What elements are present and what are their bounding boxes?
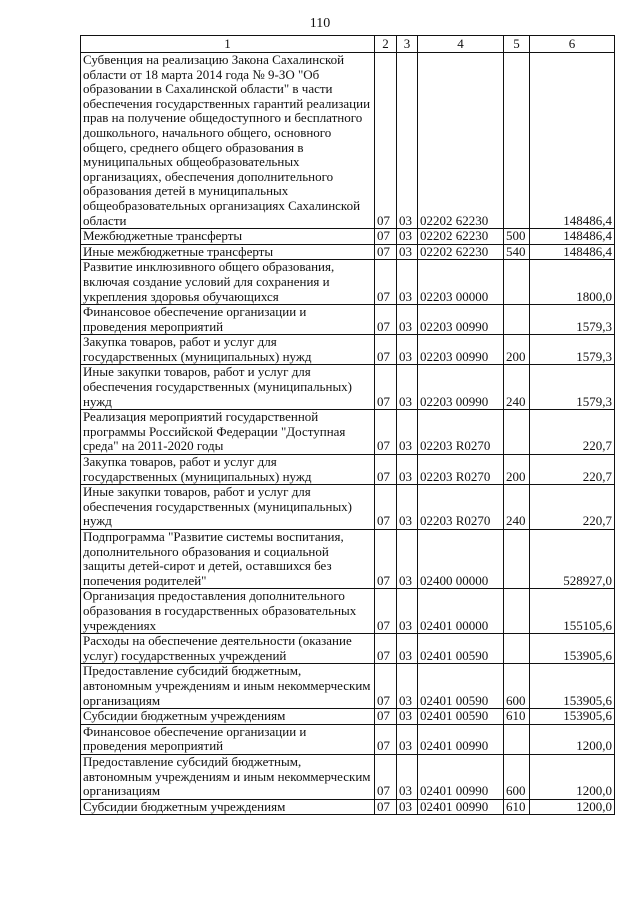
row-subsection-cell: 03 xyxy=(397,754,418,799)
row-section-cell: 07 xyxy=(375,724,397,754)
row-amount-cell: 528927,0 xyxy=(530,530,615,589)
row-amount-cell: 1800,0 xyxy=(530,260,615,305)
table-row xyxy=(81,485,615,530)
row-section-cell: 07 xyxy=(375,260,397,305)
row-section-cell: 07 xyxy=(375,365,397,410)
row-section-cell: 07 xyxy=(375,485,397,530)
column-header: 1 xyxy=(81,36,375,53)
table-row xyxy=(81,410,615,455)
row-name-cell: Межбюджетные трансферты xyxy=(81,229,375,245)
row-subsection-cell: 03 xyxy=(397,229,418,245)
row-subsection-cell: 03 xyxy=(397,724,418,754)
row-section-cell: 07 xyxy=(375,634,397,664)
row-name-cell: Реализация мероприятий государственной программы Российской Федерации "Доступная среда" на 2011-2020 годы xyxy=(81,410,375,455)
row-name-cell: Субвенция на реализацию Закона Сахалинской области от 18 марта 2014 года № 9-ЗО "Об образовании в Сахалинской области" в части обеспечения государственных гарантий реализации прав на получение общедоступного и бесплатного дошкольного, начального общего, основного общего, среднего общего образования в муниципальных общеобразовательных организациях, обеспечения дополнительного образования детей в муниципальных общеобразовательных организациях Сахалинской области xyxy=(81,53,375,229)
row-amount-cell: 1579,3 xyxy=(530,365,615,410)
column-header: 4 xyxy=(418,36,504,53)
row-amount-cell: 1200,0 xyxy=(530,724,615,754)
row-section-cell: 07 xyxy=(375,335,397,365)
row-target-code-cell: 02203 00990 xyxy=(418,305,504,335)
row-name-cell: Закупка товаров, работ и услуг для государственных (муниципальных) нужд xyxy=(81,455,375,485)
row-target-code-cell: 02202 62230 xyxy=(418,244,504,260)
row-expense-type-cell: 600 xyxy=(504,664,530,709)
row-amount-cell: 1579,3 xyxy=(530,305,615,335)
row-amount-cell: 220,7 xyxy=(530,455,615,485)
row-target-code-cell: 02203 00990 xyxy=(418,335,504,365)
table-row xyxy=(81,229,615,245)
row-expense-type-cell xyxy=(504,724,530,754)
row-subsection-cell: 03 xyxy=(397,244,418,260)
row-section-cell: 07 xyxy=(375,244,397,260)
row-name-cell: Закупка товаров, работ и услуг для государственных (муниципальных) нужд xyxy=(81,335,375,365)
row-target-code-cell: 02401 00590 xyxy=(418,709,504,725)
row-amount-cell: 220,7 xyxy=(530,485,615,530)
row-subsection-cell: 03 xyxy=(397,530,418,589)
row-amount-cell: 153905,6 xyxy=(530,709,615,725)
table-row xyxy=(81,709,615,725)
row-expense-type-cell: 610 xyxy=(504,709,530,725)
row-target-code-cell: 02203 R0270 xyxy=(418,485,504,530)
table-row xyxy=(81,634,615,664)
table-row xyxy=(81,305,615,335)
row-subsection-cell: 03 xyxy=(397,634,418,664)
table-row xyxy=(81,260,615,305)
table-row xyxy=(81,455,615,485)
column-header: 6 xyxy=(530,36,615,53)
row-target-code-cell: 02401 00990 xyxy=(418,724,504,754)
row-section-cell: 07 xyxy=(375,229,397,245)
row-name-cell: Финансовое обеспечение организации и проведения мероприятий xyxy=(81,724,375,754)
budget-table xyxy=(80,35,615,815)
row-target-code-cell: 02203 R0270 xyxy=(418,455,504,485)
table-row xyxy=(81,53,615,229)
row-section-cell: 07 xyxy=(375,455,397,485)
row-subsection-cell: 03 xyxy=(397,260,418,305)
row-expense-type-cell xyxy=(504,305,530,335)
row-amount-cell: 1200,0 xyxy=(530,799,615,815)
row-name-cell: Расходы на обеспечение деятельности (оказание услуг) государственных учреждений xyxy=(81,634,375,664)
row-subsection-cell: 03 xyxy=(397,305,418,335)
row-subsection-cell: 03 xyxy=(397,53,418,229)
row-expense-type-cell: 500 xyxy=(504,229,530,245)
row-name-cell: Развитие инклюзивного общего образования, включая создание условий для сохранения и укрепления здоровья обучающихся xyxy=(81,260,375,305)
table-row xyxy=(81,799,615,815)
row-expense-type-cell: 200 xyxy=(504,335,530,365)
row-section-cell: 07 xyxy=(375,799,397,815)
table-row xyxy=(81,724,615,754)
row-expense-type-cell: 200 xyxy=(504,455,530,485)
row-expense-type-cell xyxy=(504,410,530,455)
row-amount-cell: 148486,4 xyxy=(530,244,615,260)
row-amount-cell: 148486,4 xyxy=(530,229,615,245)
row-subsection-cell: 03 xyxy=(397,410,418,455)
row-section-cell: 07 xyxy=(375,709,397,725)
row-name-cell: Финансовое обеспечение организации и проведения мероприятий xyxy=(81,305,375,335)
row-amount-cell: 155105,6 xyxy=(530,589,615,634)
row-expense-type-cell xyxy=(504,589,530,634)
row-section-cell: 07 xyxy=(375,305,397,335)
table-row xyxy=(81,244,615,260)
row-amount-cell: 220,7 xyxy=(530,410,615,455)
row-amount-cell: 1579,3 xyxy=(530,335,615,365)
row-subsection-cell: 03 xyxy=(397,709,418,725)
row-expense-type-cell: 540 xyxy=(504,244,530,260)
row-target-code-cell: 02203 00000 xyxy=(418,260,504,305)
row-expense-type-cell: 240 xyxy=(504,485,530,530)
row-section-cell: 07 xyxy=(375,53,397,229)
row-name-cell: Субсидии бюджетным учреждениям xyxy=(81,799,375,815)
row-target-code-cell: 02202 62230 xyxy=(418,53,504,229)
table-row xyxy=(81,335,615,365)
row-target-code-cell: 02400 00000 xyxy=(418,530,504,589)
row-target-code-cell: 02401 00990 xyxy=(418,754,504,799)
row-amount-cell: 1200,0 xyxy=(530,754,615,799)
row-amount-cell: 153905,6 xyxy=(530,664,615,709)
row-target-code-cell: 02202 62230 xyxy=(418,229,504,245)
row-target-code-cell: 02401 00000 xyxy=(418,589,504,634)
column-header: 2 xyxy=(375,36,397,53)
row-subsection-cell: 03 xyxy=(397,485,418,530)
row-subsection-cell: 03 xyxy=(397,799,418,815)
row-name-cell: Предоставление субсидий бюджетным, автономным учреждениям и иным некоммерческим организациям xyxy=(81,664,375,709)
row-target-code-cell: 02401 00990 xyxy=(418,799,504,815)
row-section-cell: 07 xyxy=(375,530,397,589)
row-target-code-cell: 02203 00990 xyxy=(418,365,504,410)
row-expense-type-cell xyxy=(504,530,530,589)
row-expense-type-cell xyxy=(504,634,530,664)
row-name-cell: Подпрограмма "Развитие системы воспитания, дополнительного образования и социальной защиты детей-сирот и детей, оставшихся без попечения родителей" xyxy=(81,530,375,589)
row-subsection-cell: 03 xyxy=(397,335,418,365)
row-section-cell: 07 xyxy=(375,589,397,634)
row-name-cell: Предоставление субсидий бюджетным, автономным учреждениям и иным некоммерческим организациям xyxy=(81,754,375,799)
row-expense-type-cell: 600 xyxy=(504,754,530,799)
column-header: 3 xyxy=(397,36,418,53)
row-name-cell: Иные закупки товаров, работ и услуг для обеспечения государственных (муниципальных) нужд xyxy=(81,485,375,530)
page-number: 110 xyxy=(309,16,331,31)
row-target-code-cell: 02401 00590 xyxy=(418,664,504,709)
row-name-cell: Субсидии бюджетным учреждениям xyxy=(81,709,375,725)
row-name-cell: Организация предоставления дополнительного образования в государственных образовательных учреждениях xyxy=(81,589,375,634)
row-amount-cell: 148486,4 xyxy=(530,53,615,229)
row-subsection-cell: 03 xyxy=(397,664,418,709)
row-subsection-cell: 03 xyxy=(397,365,418,410)
table-header-row xyxy=(81,36,615,53)
table-row xyxy=(81,365,615,410)
row-subsection-cell: 03 xyxy=(397,589,418,634)
row-expense-type-cell: 610 xyxy=(504,799,530,815)
row-target-code-cell: 02203 R0270 xyxy=(418,410,504,455)
row-section-cell: 07 xyxy=(375,754,397,799)
column-header: 5 xyxy=(504,36,530,53)
table-row xyxy=(81,664,615,709)
row-name-cell: Иные межбюджетные трансферты xyxy=(81,244,375,260)
row-subsection-cell: 03 xyxy=(397,455,418,485)
row-target-code-cell: 02401 00590 xyxy=(418,634,504,664)
row-name-cell: Иные закупки товаров, работ и услуг для обеспечения государственных (муниципальных) нужд xyxy=(81,365,375,410)
row-amount-cell: 153905,6 xyxy=(530,634,615,664)
row-section-cell: 07 xyxy=(375,664,397,709)
row-expense-type-cell xyxy=(504,260,530,305)
row-section-cell: 07 xyxy=(375,410,397,455)
table-row xyxy=(81,754,615,799)
row-expense-type-cell: 240 xyxy=(504,365,530,410)
table-row xyxy=(81,530,615,589)
row-expense-type-cell xyxy=(504,53,530,229)
table-row xyxy=(81,589,615,634)
